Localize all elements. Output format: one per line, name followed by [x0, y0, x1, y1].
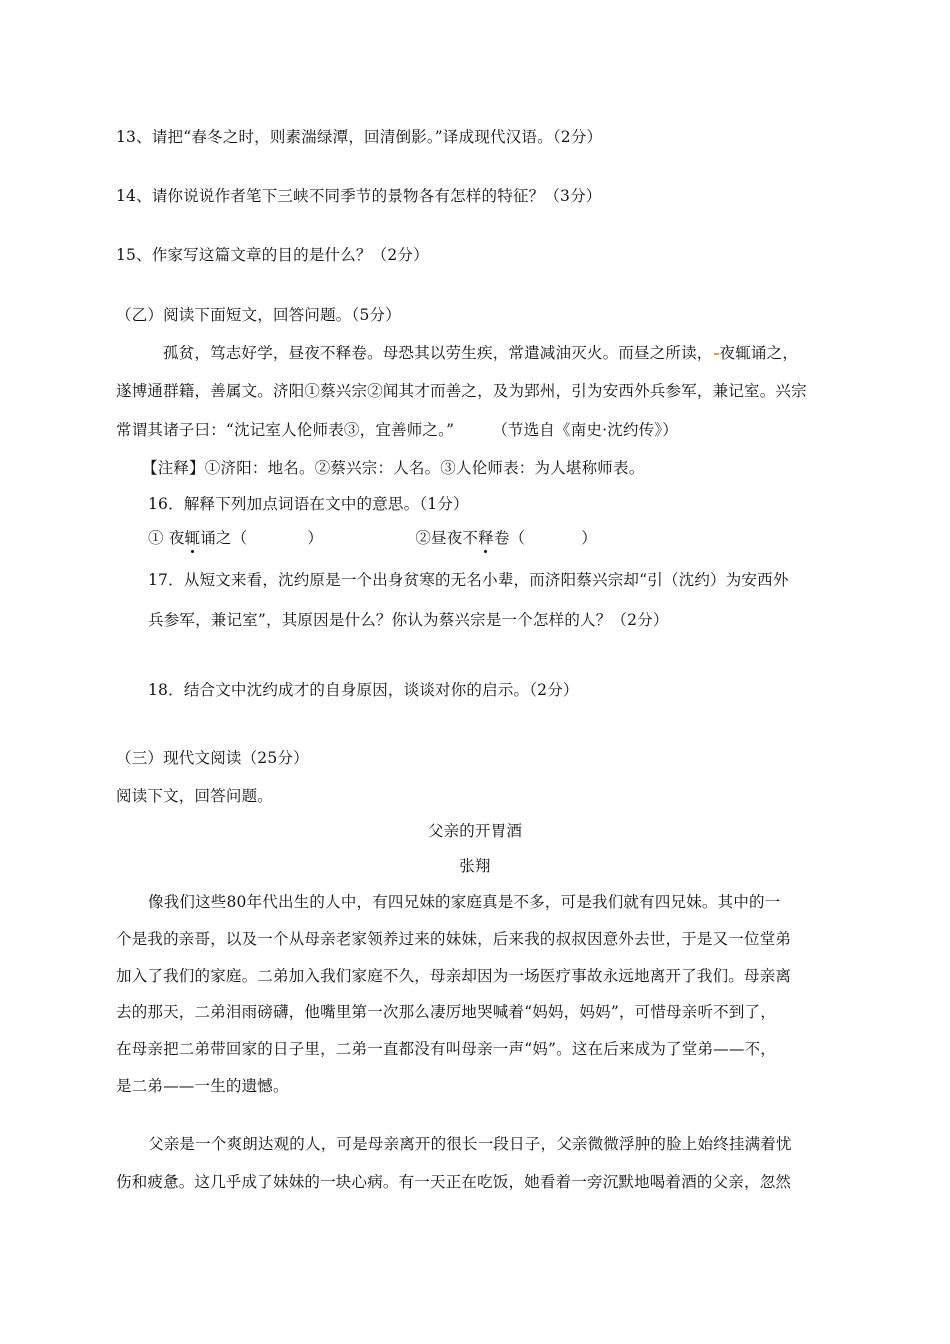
- question-17-line-1: 17．从短文来看，沈约原是一个出身贫寒的无名小辈，而济阳蔡兴宗却“引（沈约）为安西外: [148, 571, 789, 589]
- passage-source: （节选自《南史·沈约传》）: [492, 421, 678, 439]
- question-16-options: [148, 528, 597, 548]
- article-author: 张翔: [459, 857, 491, 875]
- article-line: 加入了我们的家庭。二弟加入我们家庭不久，母亲却因为一场医疗事故永远地离开了我们。母亲离: [116, 967, 792, 985]
- passage-line-3: [116, 420, 678, 440]
- article-line: 个是我的亲哥，以及一个从母亲老家领养过来的妹妹，后来我的叔叔因意外去世，于是又一位堂弟: [116, 930, 792, 948]
- article-line: 去的那天，二弟泪雨磅礴，他嘴里第一次那么凄厉地哭喊着“妈妈，妈妈”，可惜母亲听不到了，: [116, 1003, 776, 1021]
- question-16: 16．解释下列加点词语在文中的意思。（1分）: [148, 495, 469, 513]
- article-line: 父亲是一个爽朗达观的人，可是母亲离开的很长一段日子，父亲微微浮肿的脸上始终挂满着忧: [148, 1135, 792, 1153]
- dotted-char-2: 释: [478, 529, 494, 547]
- passage-line-1-text: 孤贫，笃志好学，昼夜不释卷。母恐其以劳生疾，常遣减油灭火。而昼之所读，: [163, 344, 713, 362]
- section-b-heading: （乙）阅读下面短文，回答问题。（5分）: [116, 306, 401, 324]
- article-line: 是二弟——一生的遗憾。: [116, 1077, 289, 1095]
- passage-line-1: [163, 343, 798, 363]
- passage-notes: 【注释】①济阳：地名。②蔡兴宗：人名。③人伦师表：为人堪称师表。: [142, 459, 645, 477]
- question-14: 14、请你说说作者笔下三峡不同季节的景物各有怎样的特征？（3分）: [116, 187, 602, 205]
- article-title: 父亲的开胃酒: [427, 822, 523, 840]
- section-c-heading: （三）现代文阅读（25分）: [116, 749, 309, 767]
- highlight-mark: [714, 353, 719, 355]
- article-line: 伤和疲惫。这几乎成了妹妹的一块心病。有一天正在吃饭，她看着一旁沉默地喝着酒的父亲，忽然: [116, 1173, 792, 1191]
- q16-option-1: ① 夜辄诵之（ ）: [148, 529, 324, 547]
- question-17-line-2: 兵参军，兼记室”，其原因是什么？你认为蔡兴宗是一个怎样的人？（2分）: [148, 611, 669, 629]
- article-line: 像我们这些80年代出生的人中，有四兄妹的家庭真是不多，可是我们就有四兄妹。其中的一: [148, 893, 781, 911]
- question-13: 13、请把“春冬之时，则素湍绿潭，回清倒影。”译成现代汉语。（2分）: [116, 128, 603, 146]
- passage-line-3-text: 常谓其诸子曰：“沈记室人伦师表③，宜善师之。”: [116, 421, 455, 439]
- question-15: 15、作家写这篇文章的目的是什么？（2分）: [116, 246, 429, 264]
- dotted-char-1: 辄: [184, 529, 201, 547]
- passage-line-1-tail: 夜辄诵之，: [719, 344, 799, 362]
- q16-option-2: ②昼夜不释卷（ ）: [415, 529, 597, 547]
- passage-line-2: 遂博通群籍，善属文。济阳①蔡兴宗②闻其才而善之，及为郢州，引为安西外兵参军，兼记室。兴宗: [116, 382, 807, 400]
- question-18: 18．结合文中沈约成才的自身原因，谈谈对你的启示。（2分）: [148, 681, 579, 699]
- article-line: 在母亲把二弟带回家的日子里，二弟一直都没有叫母亲一声“妈”。这在后来成为了堂弟——不，: [116, 1040, 776, 1058]
- section-c-instruction: 阅读下文，回答问题。: [116, 787, 274, 805]
